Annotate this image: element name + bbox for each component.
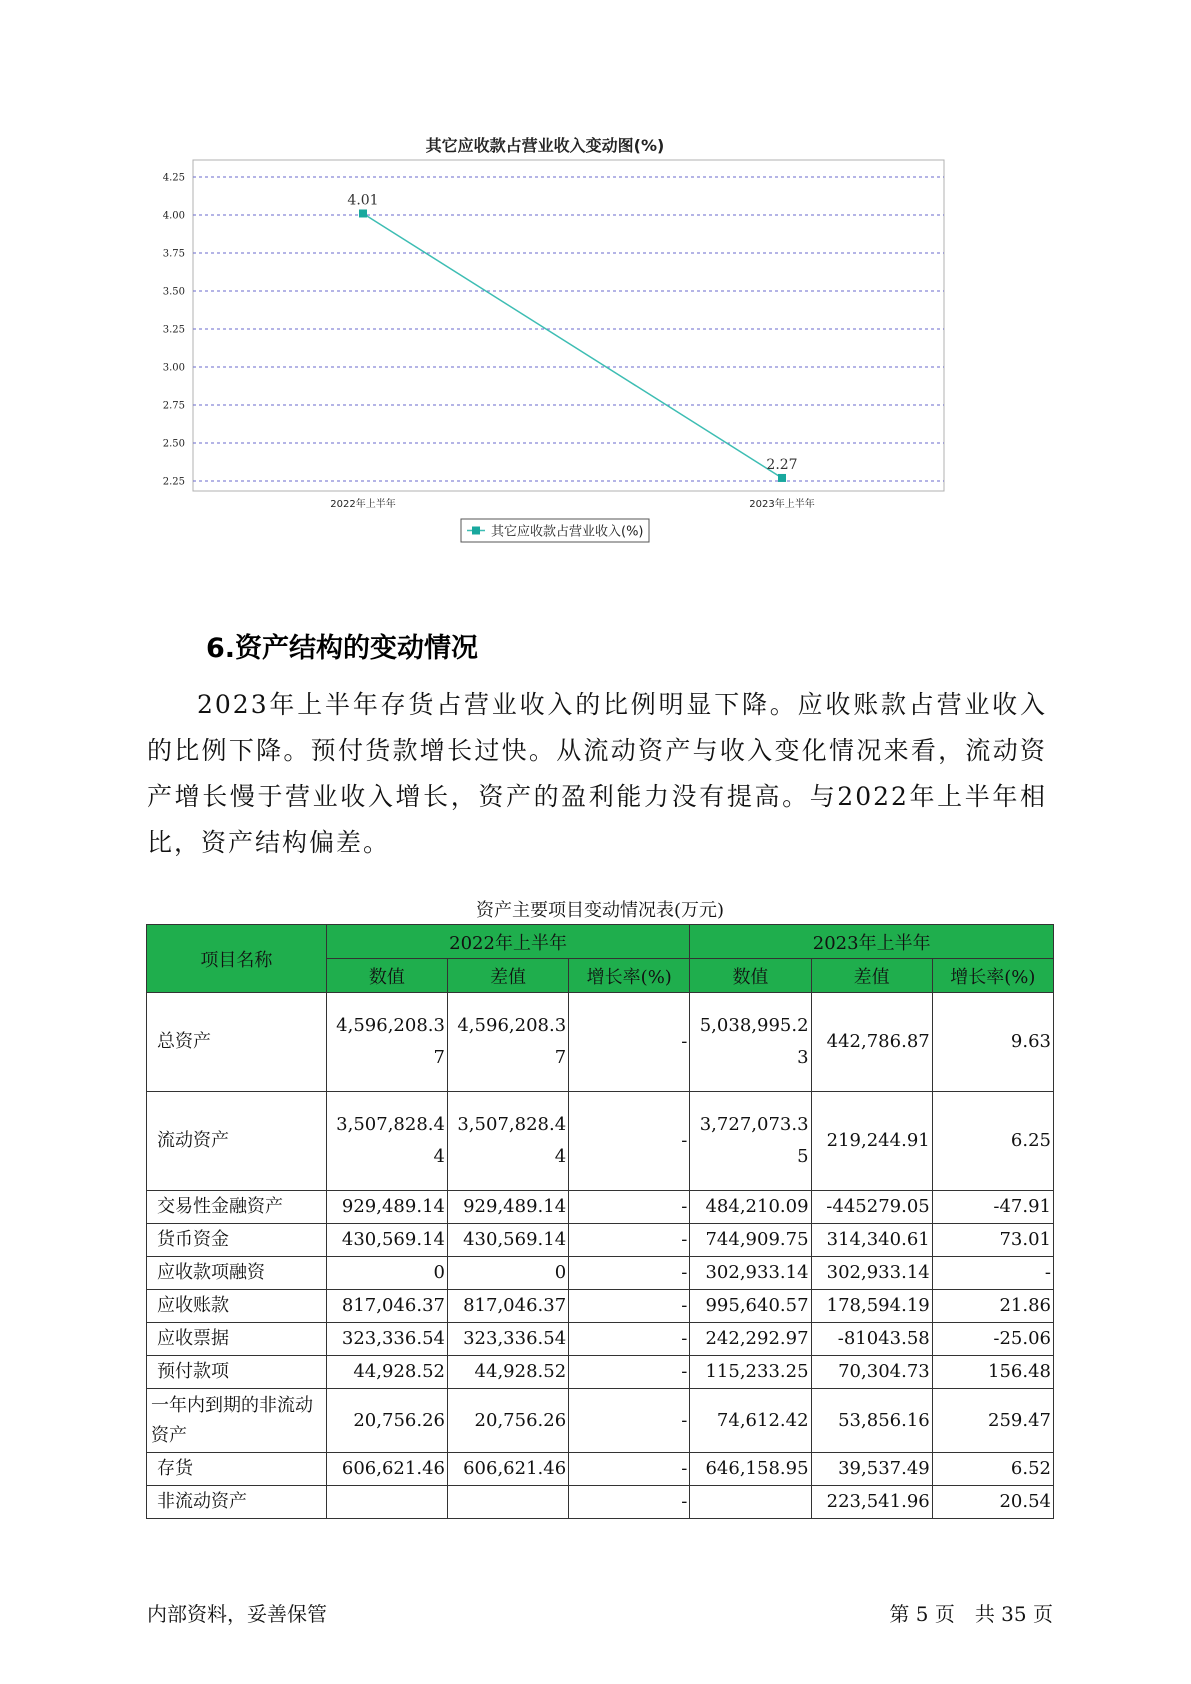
cell-value-2022: 4,596,208.37	[326, 993, 447, 1092]
cell-value-2022: 606,621.46	[326, 1453, 447, 1486]
cell-value-2023: 646,158.95	[690, 1453, 811, 1486]
y-tick-label: 2.25	[162, 476, 185, 488]
table-row	[147, 1092, 1054, 1191]
header-growth-2023: 增长率(%)	[932, 959, 1053, 993]
table-row	[147, 993, 1054, 1092]
table-row	[147, 1323, 1054, 1356]
cell-growth-2023: -47.91	[932, 1191, 1053, 1224]
y-tick-label: 3.50	[162, 286, 185, 298]
data-point	[778, 474, 786, 482]
header-value-2023: 数值	[690, 959, 811, 993]
cell-value-2023	[690, 1486, 811, 1519]
chart-title: 其它应收款占营业收入变动图(%)	[425, 136, 665, 155]
x-tick-label: 2022年上半年	[330, 499, 396, 510]
cell-growth-2023: 259.47	[932, 1389, 1053, 1453]
cell-growth-2023: 20.54	[932, 1486, 1053, 1519]
cell-item-name: 交易性金融资产	[147, 1191, 327, 1224]
cell-diff-2022: 4,596,208.37	[447, 993, 568, 1092]
cell-diff-2023: 53,856.16	[811, 1389, 932, 1453]
cell-diff-2023: 223,541.96	[811, 1486, 932, 1519]
cell-growth-2022: -	[569, 1092, 690, 1191]
cell-growth-2023: 156.48	[932, 1356, 1053, 1389]
cell-value-2022: 929,489.14	[326, 1191, 447, 1224]
header-diff-2023: 差值	[811, 959, 932, 993]
cell-item-name: 应收票据	[147, 1323, 327, 1356]
cell-diff-2023: -81043.58	[811, 1323, 932, 1356]
cell-value-2022: 0	[326, 1257, 447, 1290]
cell-growth-2023: -	[932, 1257, 1053, 1290]
cell-value-2023: 995,640.57	[690, 1290, 811, 1323]
header-period-2022: 2022年上半年	[326, 925, 690, 959]
cell-growth-2022: -	[569, 1323, 690, 1356]
table-row	[147, 1453, 1054, 1486]
cell-value-2022	[326, 1486, 447, 1519]
cell-diff-2023: 70,304.73	[811, 1356, 932, 1389]
cell-diff-2023: -445279.05	[811, 1191, 932, 1224]
cell-diff-2022: 430,569.14	[447, 1224, 568, 1257]
y-tick-label: 4.00	[162, 210, 185, 222]
header-diff-2022: 差值	[447, 959, 568, 993]
cell-diff-2022: 323,336.54	[447, 1323, 568, 1356]
cell-growth-2022: -	[569, 1486, 690, 1519]
cell-value-2023: 744,909.75	[690, 1224, 811, 1257]
data-point	[359, 209, 367, 217]
cell-value-2022: 44,928.52	[326, 1356, 447, 1389]
cell-growth-2023: -25.06	[932, 1323, 1053, 1356]
x-tick-label: 2023年上半年	[749, 499, 815, 510]
data-label: 4.01	[347, 192, 379, 209]
cell-growth-2022: -	[569, 1290, 690, 1323]
cell-item-name: 货币资金	[147, 1224, 327, 1257]
table-row	[147, 1191, 1054, 1224]
cell-growth-2023: 73.01	[932, 1224, 1053, 1257]
cell-diff-2023: 314,340.61	[811, 1224, 932, 1257]
cell-diff-2022	[447, 1486, 568, 1519]
cell-value-2022: 817,046.37	[326, 1290, 447, 1323]
cell-item-name: 应收账款	[147, 1290, 327, 1323]
cell-value-2023: 242,292.97	[690, 1323, 811, 1356]
cell-growth-2022: -	[569, 993, 690, 1092]
cell-item-name: 预付款项	[147, 1356, 327, 1389]
cell-value-2023: 115,233.25	[690, 1356, 811, 1389]
cell-value-2022: 323,336.54	[326, 1323, 447, 1356]
line-chart	[150, 136, 1030, 596]
cell-growth-2022: -	[569, 1389, 690, 1453]
cell-item-name: 一年内到期的非流动资产	[147, 1389, 327, 1453]
cell-diff-2022: 606,621.46	[447, 1453, 568, 1486]
data-label: 2.27	[766, 456, 798, 473]
table-body	[147, 993, 1054, 1519]
y-tick-label: 3.75	[162, 248, 185, 260]
y-tick-label: 2.75	[162, 400, 185, 412]
cell-item-name: 存货	[147, 1453, 327, 1486]
cell-diff-2023: 219,244.91	[811, 1092, 932, 1191]
table-row	[147, 1356, 1054, 1389]
legend-marker	[472, 527, 480, 535]
y-tick-label: 4.25	[162, 172, 185, 184]
cell-diff-2023: 302,933.14	[811, 1257, 932, 1290]
table-row	[147, 1486, 1054, 1519]
table-row	[147, 1290, 1054, 1323]
cell-diff-2022: 20,756.26	[447, 1389, 568, 1453]
cell-value-2023: 302,933.14	[690, 1257, 811, 1290]
cell-item-name: 总资产	[147, 993, 327, 1092]
header-item-name: 项目名称	[147, 925, 327, 993]
cell-diff-2022: 3,507,828.44	[447, 1092, 568, 1191]
y-tick-label: 2.50	[162, 438, 185, 450]
section-title: 6.资产结构的变动情况	[206, 633, 479, 664]
cell-value-2023: 3,727,073.35	[690, 1092, 811, 1191]
cell-item-name: 流动资产	[147, 1092, 327, 1191]
cell-value-2022: 20,756.26	[326, 1389, 447, 1453]
y-tick-label: 3.25	[162, 324, 185, 336]
y-tick-label: 3.00	[162, 362, 185, 374]
chart	[150, 136, 1030, 596]
asset-table	[146, 924, 1054, 1519]
table-row	[147, 1389, 1054, 1453]
cell-value-2023: 74,612.42	[690, 1389, 811, 1453]
cell-growth-2022: -	[569, 1224, 690, 1257]
cell-diff-2022: 44,928.52	[447, 1356, 568, 1389]
cell-growth-2022: -	[569, 1356, 690, 1389]
table-row	[147, 1257, 1054, 1290]
cell-value-2022: 3,507,828.44	[326, 1092, 447, 1191]
cell-growth-2023: 6.52	[932, 1453, 1053, 1486]
header-period-2023: 2023年上半年	[690, 925, 1054, 959]
page-number: 第 5 页 共 35 页	[889, 1602, 1053, 1626]
table-row	[147, 1224, 1054, 1257]
cell-growth-2023: 9.63	[932, 993, 1053, 1092]
cell-item-name: 应收款项融资	[147, 1257, 327, 1290]
cell-diff-2022: 929,489.14	[447, 1191, 568, 1224]
plot-frame	[193, 160, 944, 491]
section-paragraph: 2023年上半年存货占营业收入的比例明显下降。应收账款占营业收入的比例下降。预付货款增长过快。从流动资产与收入变化情况来看，流动资产增长慢于营业收入增长，资产的盈利能力没有提高。与2022年上半年相比，资产结构偏差。	[147, 690, 1047, 857]
cell-value-2023: 484,210.09	[690, 1191, 811, 1224]
cell-growth-2023: 6.25	[932, 1092, 1053, 1191]
cell-value-2022: 430,569.14	[326, 1224, 447, 1257]
header-growth-2022: 增长率(%)	[569, 959, 690, 993]
cell-growth-2023: 21.86	[932, 1290, 1053, 1323]
cell-diff-2023: 178,594.19	[811, 1290, 932, 1323]
cell-growth-2022: -	[569, 1257, 690, 1290]
table-caption: 资产主要项目变动情况表(万元)	[475, 900, 725, 921]
cell-growth-2022: -	[569, 1453, 690, 1486]
cell-diff-2023: 39,537.49	[811, 1453, 932, 1486]
cell-diff-2022: 817,046.37	[447, 1290, 568, 1323]
cell-item-name: 非流动资产	[147, 1486, 327, 1519]
cell-growth-2022: -	[569, 1191, 690, 1224]
cell-diff-2023: 442,786.87	[811, 993, 932, 1092]
cell-value-2023: 5,038,995.23	[690, 993, 811, 1092]
footer-note: 内部资料，妥善保管	[147, 1602, 327, 1626]
legend-label: 其它应收款占营业收入(%)	[491, 524, 644, 540]
cell-diff-2022: 0	[447, 1257, 568, 1290]
header-value-2022: 数值	[326, 959, 447, 993]
